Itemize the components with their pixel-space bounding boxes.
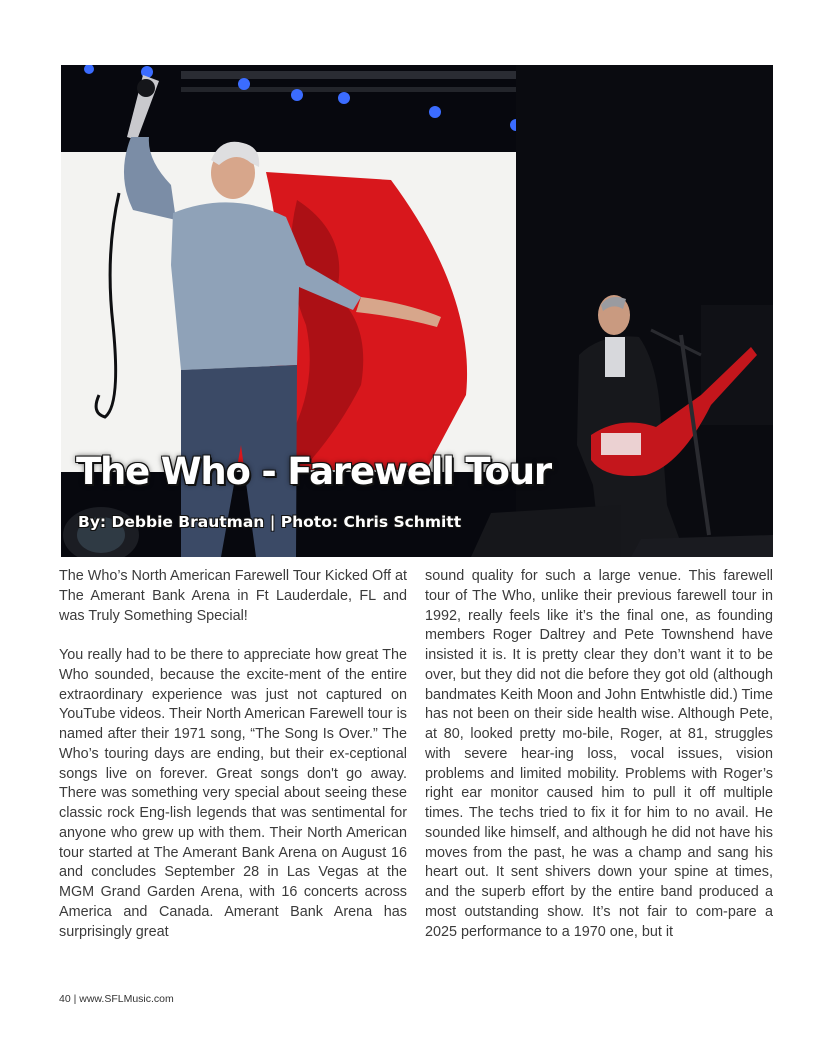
paragraph: sound quality for such a large venue. This farewell tour of The Who, unlike their previous farewell tour in 1992, really feels like it’s the final one, as founding members Roger Daltrey and Pete Townshend have insisted it is. It is pretty clear they don’t want it to be over, but they did not die before they got old (although bandmates Keith Moon and John Entwhistle did.) Time has not been on their side health wise. Although Pete, at 80, looked pretty mo-bile, Roger, at 81, struggles with severe hear-ing loss, vocal issues, vision problems and limited mobility. Problems with Roger’s right ear monitor caused him to pull it off multiple times. The techs tried to fix it for him to no avail. He sounded like himself, and although he did not have his moves from the past, he was a champ and sang his heart out. It sent shivers down your spine at times, and the superb effort by the entire band produced a most outstanding show. It’s not fair to com-pare a 2025 performance to a 1970 one, but it: [425, 568, 773, 940]
body-column-right: [425, 567, 773, 977]
article-title: The Who - Farewell Tour: [76, 450, 551, 493]
paragraph: The Who’s North American Farewell Tour Kicked Off at The Amerant Bank Arena in Ft Lauderdale, FL and was Truly Something Special!: [59, 568, 407, 624]
article-byline: By: Debbie Brautman | Photo: Chris Schmitt: [78, 513, 462, 531]
paragraph: You really had to be there to appreciate how great The Who sounded, because the excite-ment of the entire extraordinary experience was just not captured on YouTube videos. Their North American Farewell tour is named after their 1971 song, “The Song Is Over.” The Who’s touring days are ending, but their ex-ceptional songs live on forever. Great songs don't go away. There was something very special about seeing these classic rock Eng-lish legends that was sentimental for anyone who grew up with them. Their North American tour started at The Amerant Bank Arena on August 16 and concludes September 28 in Las Vegas at the MGM Grand Garden Arena, with 16 concerts across America and Canada. Amerant Bank Arena has surprisingly great: [59, 647, 407, 940]
body-column-left: [59, 567, 407, 977]
hero-photo: [61, 65, 773, 557]
page-footer: 40 | www.SFLMusic.com: [59, 993, 174, 1005]
